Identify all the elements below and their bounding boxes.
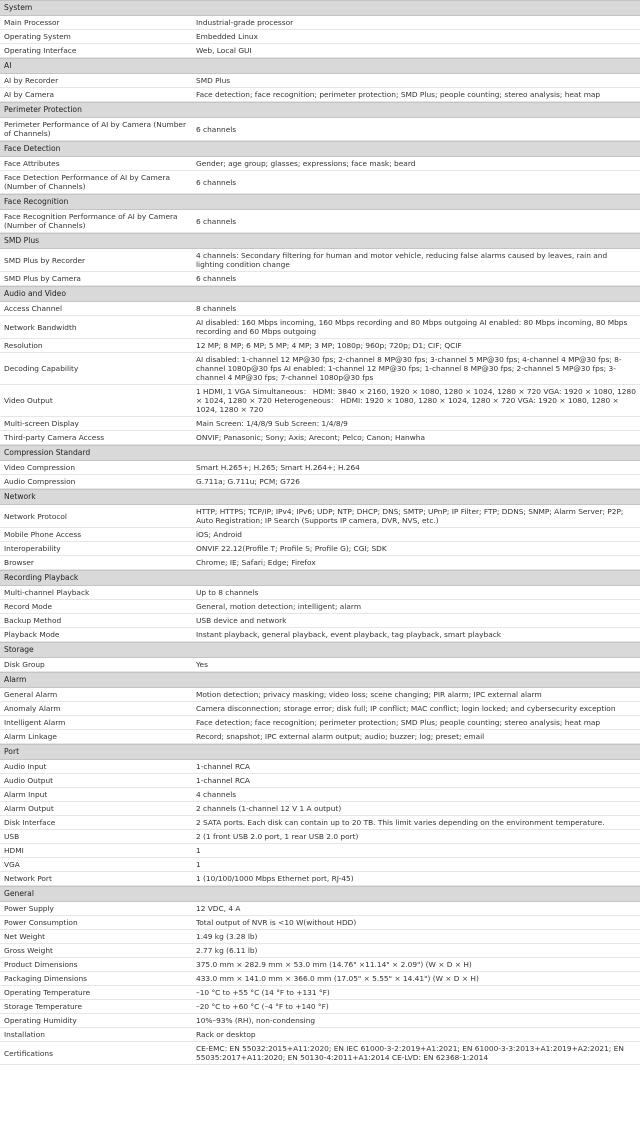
spec-label: Gross Weight — [4, 946, 53, 955]
spec-label: Record Mode — [4, 602, 53, 611]
spec-value: 1 HDMI, 1 VGA Simultaneous： HDMI: 3840 × 2160, 1920 × 1080, 1280 × 1024, 1280 × 720 VGA: 1920 × 1080, 1280 × 1024, 1280 × 720 Heterogeneous： HDMI: 1920 × 1080, 1280 × 1024, 1280 × 720 VGA: 1920 × 1080, 1280 × 1024, 1280 × 720 — [196, 387, 636, 414]
spec-value: 1.49 kg (3.28 lb) — [196, 932, 258, 941]
spec-value: 6 channels — [196, 124, 237, 134]
spec-label: Power Supply — [4, 904, 54, 913]
spec-value: G.711a; G.711u; PCM; G726 — [196, 477, 300, 486]
spec-label: Operating Interface — [4, 46, 77, 55]
spec-label: Intelligent Alarm — [4, 718, 66, 727]
spec-row — [0, 385, 640, 417]
spec-value: –20 °C to +60 °C (–4 °F to +140 °F) — [196, 1002, 329, 1011]
spec-row — [0, 417, 640, 431]
spec-row — [0, 858, 640, 872]
spec-row — [0, 972, 640, 986]
spec-row — [0, 542, 640, 556]
spec-value: SMD Plus — [196, 76, 231, 85]
spec-value: Motion detection; privacy masking; video loss; scene changing; PIR alarm; IPC external alarm — [196, 690, 542, 699]
spec-row — [0, 556, 640, 570]
section-header: General — [0, 886, 640, 902]
spec-value: Camera disconnection; storage error; disk full; IP conflict; MAC conflict; login locked; and cybersecurity exception — [196, 704, 616, 713]
spec-value: –10 °C to +55 °C (14 °F to +131 °F) — [196, 988, 330, 997]
spec-row — [0, 302, 640, 316]
spec-label: Installation — [4, 1030, 45, 1039]
spec-label: VGA — [4, 860, 20, 869]
spec-value: Yes — [196, 660, 208, 669]
section-header: Face Detection — [0, 141, 640, 157]
spec-row — [0, 16, 640, 30]
spec-label: SMD Plus by Camera — [4, 274, 81, 283]
spec-row — [0, 930, 640, 944]
spec-value: 2 (1 front USB 2.0 port, 1 rear USB 2.0 port) — [196, 832, 359, 841]
spec-label: Audio Output — [4, 776, 54, 785]
spec-row — [0, 788, 640, 802]
spec-label: Browser — [4, 558, 34, 567]
spec-value: 1-channel RCA — [196, 776, 250, 785]
spec-row — [0, 944, 640, 958]
spec-label: Power Consumption — [4, 918, 78, 927]
spec-row — [0, 1014, 640, 1028]
spec-row — [0, 210, 640, 233]
spec-row — [0, 816, 640, 830]
spec-label: Operating Temperature — [4, 988, 91, 997]
spec-label: Video Output — [4, 396, 53, 405]
spec-row — [0, 902, 640, 916]
spec-value: Main Screen: 1/4/8/9 Sub Screen: 1/4/8/9 — [196, 419, 348, 428]
spec-value: Face detection; face recognition; perimeter protection; SMD Plus; people counting; stereo analysis; heat map — [196, 90, 601, 99]
spec-value: Up to 8 channels — [196, 588, 259, 597]
spec-label: Alarm Input — [4, 790, 48, 799]
spec-row — [0, 171, 640, 194]
spec-value: Industrial-grade processor — [196, 18, 294, 27]
section-header: Port — [0, 744, 640, 760]
spec-label: HDMI — [4, 846, 24, 855]
spec-label: USB — [4, 832, 20, 841]
section-header: Alarm — [0, 672, 640, 688]
spec-value: Total output of NVR is <10 W(without HDD) — [196, 918, 357, 927]
spec-row — [0, 88, 640, 102]
spec-label: Disk Group — [4, 660, 45, 669]
spec-row — [0, 916, 640, 930]
spec-value: 6 channels — [196, 177, 237, 187]
spec-row — [0, 431, 640, 445]
spec-row — [0, 830, 640, 844]
spec-value: AI disabled: 1-channel 12 MP@30 fps; 2-channel 8 MP@30 fps; 3-channel 5 MP@30 fps; 4-channel 4 MP@30 fps; 8-channel 1080p@30 fps AI enabled: 1-channel 12 MP@30 fps; 1-channel 8 MP@30 fps; 2-channel 5 MP@30 fps; 3-channel 4 MP@30 fps; 7-channel 1080p@30 fps — [196, 355, 622, 382]
spec-label: Certifications — [4, 1048, 53, 1058]
spec-value: Face detection; face recognition; perimeter protection; SMD Plus; people counting; stereo analysis; heat map — [196, 718, 601, 727]
spec-label: Alarm Linkage — [4, 732, 57, 741]
spec-label: Resolution — [4, 341, 43, 350]
spec-label: Operating Humidity — [4, 1016, 77, 1025]
spec-label: Face Recognition Performance of AI by Camera (Number of Channels) — [4, 212, 178, 230]
spec-value: 6 channels — [196, 216, 237, 226]
spec-value: Gender; age group; glasses; expressions; face mask; beard — [196, 159, 416, 168]
spec-value: USB device and network — [196, 616, 287, 625]
spec-label: Third-party Camera Access — [4, 433, 105, 442]
spec-value: 12 VDC, 4 A — [196, 904, 241, 913]
spec-row — [0, 802, 640, 816]
spec-row — [0, 614, 640, 628]
spec-label: Alarm Output — [4, 804, 54, 813]
section-header: Compression Standard — [0, 445, 640, 461]
spec-row — [0, 872, 640, 886]
spec-label: Face Attributes — [4, 159, 60, 168]
section-header: Audio and Video — [0, 286, 640, 302]
spec-label: Backup Method — [4, 616, 62, 625]
spec-row — [0, 844, 640, 858]
spec-label: AI by Camera — [4, 90, 55, 99]
spec-value: ONVIF; Panasonic; Sony; Axis; Arecont; Pelco; Canon; Hanwha — [196, 433, 425, 442]
spec-value: 1 — [196, 860, 201, 869]
spec-value: 4 channels: Secondary filtering for human and motor vehicle, reducing false alarms caused by leaves, rain and lighting condition change — [196, 251, 608, 269]
spec-row — [0, 157, 640, 171]
spec-row — [0, 658, 640, 672]
spec-value: 4 channels — [196, 790, 237, 799]
spec-row — [0, 586, 640, 600]
spec-label: Network Protocol — [4, 511, 67, 521]
spec-value: 12 MP; 8 MP; 6 MP; 5 MP; 4 MP; 3 MP; 1080p; 960p; 720p; D1; CIF; QCIF — [196, 341, 462, 350]
spec-row — [0, 688, 640, 702]
spec-value: 10%–93% (RH), non-condensing — [196, 1016, 316, 1025]
spec-label: Interoperability — [4, 544, 61, 553]
spec-value: 2.77 kg (6.11 lb) — [196, 946, 258, 955]
spec-value: 2 SATA ports. Each disk can contain up to 20 TB. This limit varies depending on the environment temperature. — [196, 818, 605, 827]
spec-label: Product Dimensions — [4, 960, 78, 969]
spec-value: 1 (10/100/1000 Mbps Ethernet port, RJ-45) — [196, 874, 354, 883]
spec-row — [0, 339, 640, 353]
spec-row — [0, 316, 640, 339]
spec-label: Access Channel — [4, 304, 62, 313]
spec-label: General Alarm — [4, 690, 58, 699]
spec-value: 2 channels (1-channel 12 V 1 A output) — [196, 804, 342, 813]
spec-label: Multi-channel Playback — [4, 588, 90, 597]
spec-value: 433.0 mm × 141.0 mm × 366.0 mm (17.05" × 5.55" × 14.41") (W × D × H) — [196, 974, 479, 983]
spec-value: HTTP; HTTPS; TCP/IP; IPv4; IPv6; UDP; NTP; DHCP; DNS; SMTP; UPnP; IP Filter; FTP; DDNS; SNMP; Alarm Server; P2P; Auto Registration; IP Search (Supports IP camera, DVR, NVS, etc.) — [196, 507, 624, 525]
spec-value: Embedded Linux — [196, 32, 258, 41]
section-header: SMD Plus — [0, 233, 640, 249]
spec-row — [0, 958, 640, 972]
spec-row — [0, 505, 640, 528]
section-header: Perimeter Protection — [0, 102, 640, 118]
spec-label: Operating System — [4, 32, 71, 41]
spec-value: 1-channel RCA — [196, 762, 250, 771]
spec-row — [0, 702, 640, 716]
spec-label: AI by Recorder — [4, 76, 59, 85]
spec-row — [0, 774, 640, 788]
spec-label: Multi-screen Display — [4, 419, 79, 428]
spec-row — [0, 600, 640, 614]
spec-value: 375.0 mm × 282.9 mm × 53.0 mm (14.76" ×11.14" × 2.09") (W × D × H) — [196, 960, 472, 969]
spec-value: Record; snapshot; IPC external alarm output; audio; buzzer; log; preset; email — [196, 732, 485, 741]
spec-row — [0, 353, 640, 385]
spec-value: Web, Local GUI — [196, 46, 252, 55]
spec-row — [0, 986, 640, 1000]
section-header: AI — [0, 58, 640, 74]
spec-row — [0, 30, 640, 44]
spec-row — [0, 461, 640, 475]
spec-row — [0, 628, 640, 642]
spec-value: CE-EMC: EN 55032:2015+A11:2020; EN IEC 61000-3-2:2019+A1:2021; EN 61000-3-3:2013+A1:2019+A2:2021; EN 55035:2017+A11:2020; EN 50130-4:2011+A1:2014 CE-LVD: EN 62368-1:2014 — [196, 1044, 624, 1062]
section-header: Network — [0, 489, 640, 505]
spec-label: Packaging Dimensions — [4, 974, 87, 983]
section-header: Storage — [0, 642, 640, 658]
spec-row — [0, 1000, 640, 1014]
spec-row — [0, 272, 640, 286]
spec-row — [0, 528, 640, 542]
spec-label: Audio Compression — [4, 477, 76, 486]
spec-label: SMD Plus by Recorder — [4, 255, 86, 265]
spec-label: Storage Temperature — [4, 1002, 83, 1011]
spec-label: Audio Input — [4, 762, 47, 771]
spec-value: ONVIF 22.12(Profile T; Profile S; Profile G); CGI; SDK — [196, 544, 387, 553]
spec-row — [0, 475, 640, 489]
spec-label: Perimeter Performance of AI by Camera (Number of Channels) — [4, 120, 186, 138]
spec-row — [0, 1042, 640, 1065]
spec-label: Decoding Capability — [4, 364, 79, 373]
spec-row — [0, 74, 640, 88]
spec-value: 8 channels — [196, 304, 237, 313]
section-header: System — [0, 0, 640, 16]
spec-label: Network Bandwidth — [4, 322, 77, 332]
spec-value: iOS; Android — [196, 530, 242, 539]
spec-row — [0, 118, 640, 141]
spec-value: AI disabled: 160 Mbps incoming, 160 Mbps recording and 80 Mbps outgoing AI enabled: 80 Mbps incoming, 80 Mbps recording and 60 Mbps outgoing — [196, 318, 628, 336]
section-header: Recording Playback — [0, 570, 640, 586]
spec-value: Chrome; IE; Safari; Edge; Firefox — [196, 558, 316, 567]
spec-row — [0, 1028, 640, 1042]
spec-row — [0, 44, 640, 58]
spec-row — [0, 730, 640, 744]
spec-value: 6 channels — [196, 274, 237, 283]
spec-row — [0, 249, 640, 272]
spec-label: Main Processor — [4, 18, 60, 27]
spec-label: Net Weight — [4, 932, 46, 941]
spec-label: Mobile Phone Access — [4, 530, 82, 539]
spec-value: 1 — [196, 846, 201, 855]
spec-label: Face Detection Performance of AI by Camera (Number of Channels) — [4, 173, 170, 191]
spec-row — [0, 760, 640, 774]
spec-label: Playback Mode — [4, 630, 60, 639]
spec-label: Video Compression — [4, 463, 76, 472]
spec-label: Disk Interface — [4, 818, 56, 827]
section-header: Face Recognition — [0, 194, 640, 210]
spec-value: Smart H.265+; H.265; Smart H.264+; H.264 — [196, 463, 360, 472]
spec-row — [0, 716, 640, 730]
spec-label: Network Port — [4, 874, 52, 883]
spec-value: Instant playback, general playback, event playback, tag playback, smart playback — [196, 630, 502, 639]
spec-value: General, motion detection; intelligent; alarm — [196, 602, 362, 611]
spec-label: Anomaly Alarm — [4, 704, 61, 713]
spec-value: Rack or desktop — [196, 1030, 256, 1039]
